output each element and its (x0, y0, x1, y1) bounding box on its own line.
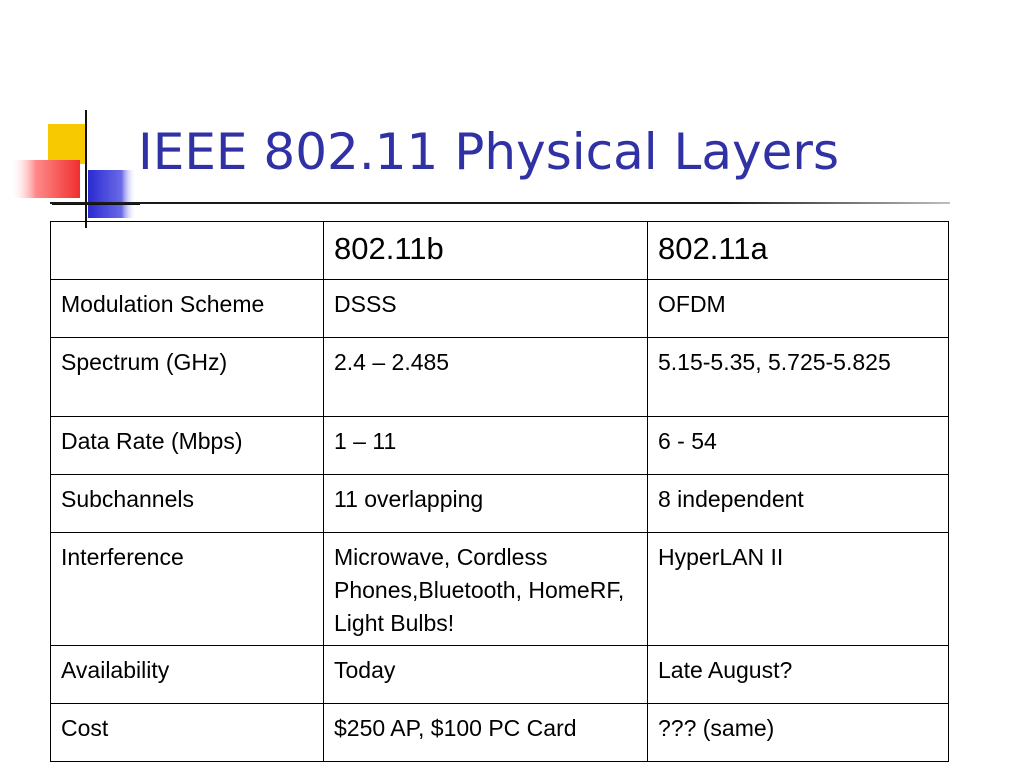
comparison-table (50, 221, 949, 762)
row-label: Availability (51, 646, 324, 704)
table-row (51, 533, 949, 646)
cell-802-11a: 8 independent (648, 475, 949, 533)
row-label: Subchannels (51, 475, 324, 533)
red-square (12, 160, 80, 198)
cell-802-11a: 6 - 54 (648, 417, 949, 475)
table-row (51, 280, 949, 338)
title-underline (50, 202, 950, 204)
cell-802-11b: Today (324, 646, 648, 704)
row-label: Modulation Scheme (51, 280, 324, 338)
cell-802-11b: $250 AP, $100 PC Card (324, 704, 648, 762)
cell-802-11b: 11 overlapping (324, 475, 648, 533)
cell-802-11b: Microwave, Cordless Phones,Bluetooth, HomeRF, Light Bulbs! (324, 533, 648, 646)
cell-802-11a: Late August? (648, 646, 949, 704)
row-label: Data Rate (Mbps) (51, 417, 324, 475)
table-row (51, 475, 949, 533)
slide-title: IEEE 802.11 Physical Layers (138, 123, 840, 181)
header-cell-802-11a: 802.11a (648, 222, 949, 280)
header-cell-empty (51, 222, 324, 280)
table-row (51, 704, 949, 762)
cell-802-11a: ??? (same) (648, 704, 949, 762)
cell-802-11b: 2.4 – 2.485 (324, 338, 648, 417)
yellow-square (48, 124, 86, 164)
cell-802-11a: 5.15-5.35, 5.725-5.825 (648, 338, 949, 417)
table-row (51, 417, 949, 475)
table-row (51, 338, 949, 417)
header-cell-802-11b: 802.11b (324, 222, 648, 280)
row-label: Spectrum (GHz) (51, 338, 324, 417)
cell-802-11b: 1 – 11 (324, 417, 648, 475)
decorative-squares-logo (0, 0, 150, 240)
row-label: Cost (51, 704, 324, 762)
table-row (51, 646, 949, 704)
table-header-row (51, 222, 949, 280)
cell-802-11a: HyperLAN II (648, 533, 949, 646)
blue-square (88, 170, 136, 218)
cell-802-11a: OFDM (648, 280, 949, 338)
row-label: Interference (51, 533, 324, 646)
cell-802-11b: DSSS (324, 280, 648, 338)
